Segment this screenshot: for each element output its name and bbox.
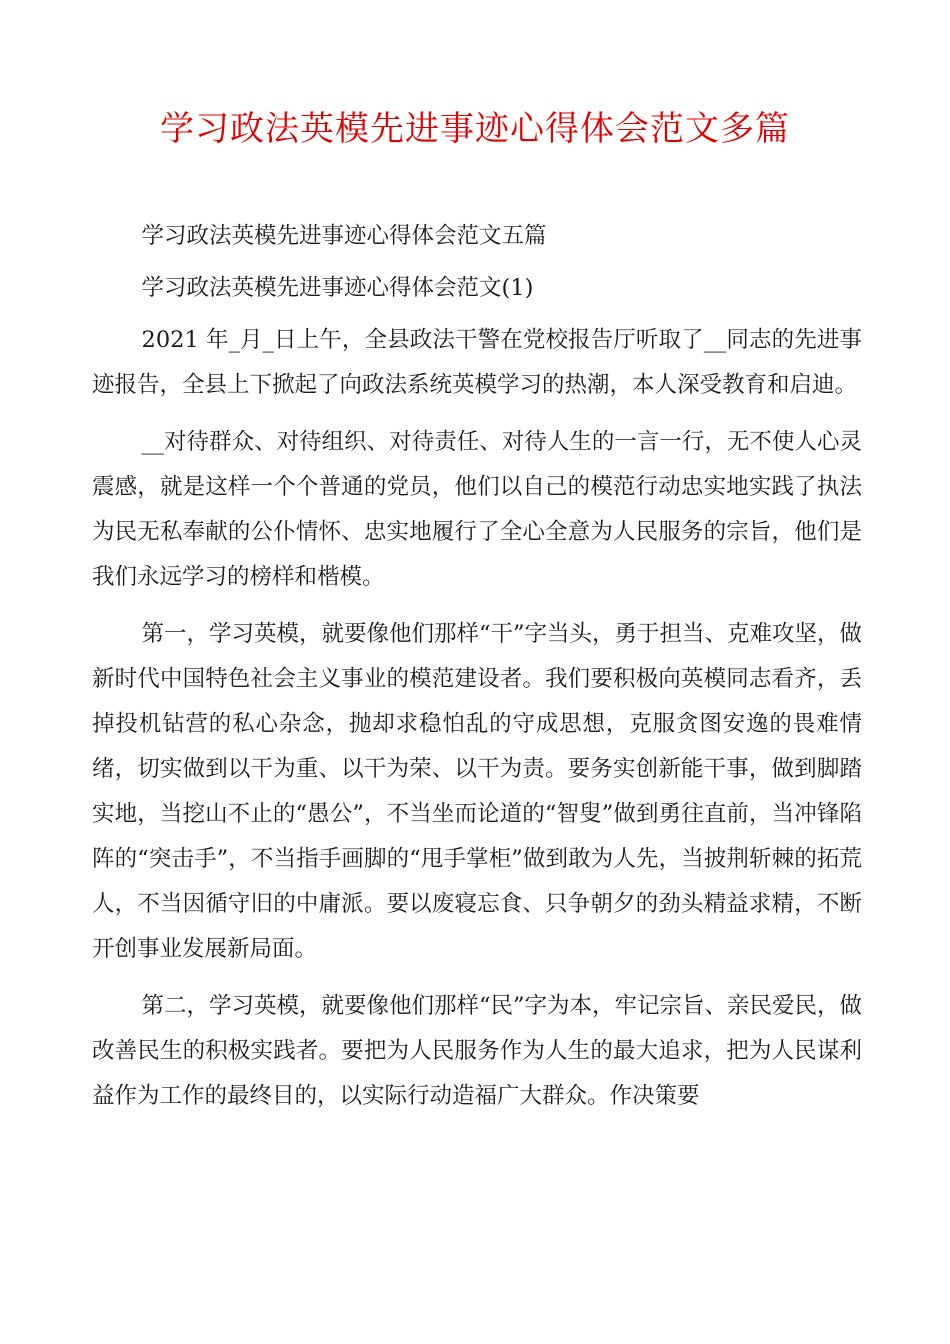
document-title: 学习政法英模先进事迹心得体会范文多篇 [160,109,790,149]
paragraph: 2021 年_月_日上午，全县政法干警在党校报告厅听取了__同志的先进事迹报告，全县上下掀起了向政法系统英模学习的热潮，本人深受教育和启迪。 [92,327,862,398]
paragraph: __对待群众、对待组织、对待责任、对待人生的一言一行，无不使人心灵震感，就是这样一个个普通的党员，他们以自己的模范行动忠实地实践了执法为民无私奉献的公仆情怀、忠实地履行了全心全意为人民服务的宗旨，他们是我们永远学习的榜样和楷模。 [92,429,862,590]
section-heading: 学习政法英模先进事迹心得体会范文(1) [141,275,534,301]
paragraph: 第二，学习英模，就要像他们那样“民”字为本，牢记宗旨、亲民爱民，做改善民生的积极实践者。要把为人民服务作为人生的最大追求，把为人民谋利益作为工作的最终目的，以实际行动造福广大群众。作决策要 [92,993,863,1109]
document-subtitle: 学习政法英模先进事迹心得体会范文五篇 [141,223,547,249]
document-body [92,214,862,1131]
paragraph: 第一，学习英模，就要像他们那样“干”字当头，勇于担当、克难攻坚，做新时代中国特色社会主义事业的模范建设者。我们要积极向英模同志看齐，丢掉投机钻营的私心杂念，抛却求稳怕乱的守成思想，克服贪图安逸的畏难情绪，切实做到以干为重、以干为荣、以干为责。要务实创新能干事，做到脚踏实地，当挖山不止的“愚公”，不当坐而论道的“智叟”做到勇往直前，当冲锋陷阵的“突击手”，不当指手画脚的“甩手掌柜”做到敢为人先，当披荆斩棘的拓荒人，不当因循守旧的中庸派。要以废寝忘食、只争朝夕的劲头精益求精，不断开创事业发展新局面。 [92,621,863,962]
